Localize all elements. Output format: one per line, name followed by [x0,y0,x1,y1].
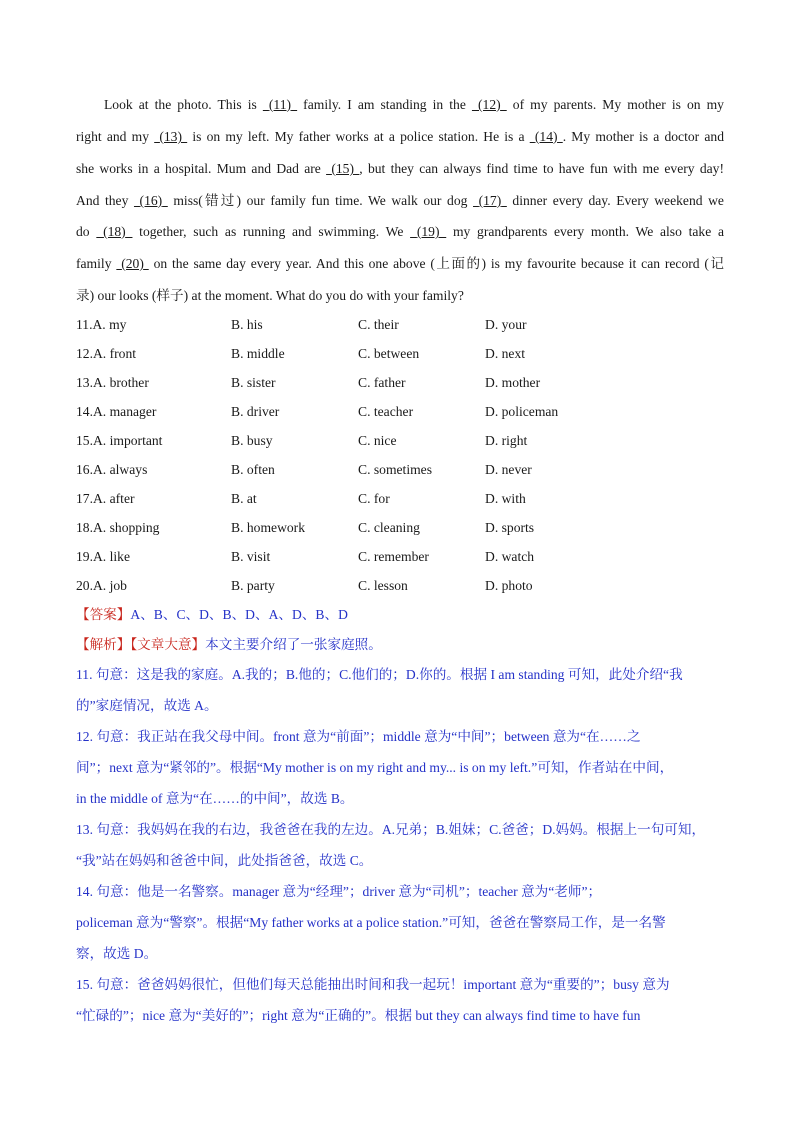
option-c: C. father [358,375,406,390]
blank-12: (12) [478,97,501,112]
explanation-line: 11. 句意：这是我的家庭。A.我的；B.他的；C.他们的；D.你的。根据 I am standing 可知，此处介绍“我 [76,667,683,682]
option-b: B. party [231,578,275,593]
analysis-line [76,635,724,655]
explanation-line: 间”；next 意为“紧邻的”。根据“My mother is on my right and my... is on my left.”可知，作者站在中间， [76,760,674,775]
passage-line-2: right and my (13) is on my left. My father works at a police station. He is a (14) . My mother is a doctor and [76,129,724,144]
explanation-line: 13. 句意：我妈妈在我的右边，我爸爸在我的左边。A.兄弟；B.姐妹；C.爸爸；D.妈妈。根据上一句可知， [76,822,706,837]
option-c: C. between [358,346,420,361]
explanation-line: 察，故选 D。 [76,946,158,961]
option-c: C. cleaning [358,520,420,535]
blank-13: (13) [159,129,183,144]
option-a: 15.A. important [76,433,163,448]
answer-text: A、B、C、D、B、D、A、D、B、D [130,607,348,622]
option-c: C. lesson [358,578,408,593]
passage-line-6: family (20) on the same day every year. And this one above (上面的) is my favourite because it can record (记 [76,256,725,271]
passage-line-3: she works in a hospital. Mum and Dad are (15) , but they can always find time to have fun with me every day! [76,161,724,176]
option-b: B. at [231,491,257,506]
option-d: D. your [485,317,527,332]
explanation-line: in the middle of 意为“在……的中间”，故选 B。 [76,791,354,806]
explanation-line: “忙碌的”；nice 意为“美好的”；right 意为“正确的”。根据 but they can always find time to have fun [76,1008,641,1023]
answer-label: 【答案】 [76,607,131,622]
options-row [76,315,724,335]
passage-line-1: Look at the photo. This is (11) family. I am standing in the (12) of my parents. My mother is on my [104,97,724,112]
answer-line [76,605,724,625]
blank-17: (17) [478,193,502,208]
option-a: 16.A. always [76,462,148,477]
blank-11: (11) [268,97,292,112]
option-b: B. busy [231,433,273,448]
options-row [76,431,724,451]
option-b: B. homework [231,520,306,535]
blank-15: (15) [331,161,355,176]
blank-14: (14) [534,129,558,144]
option-c: C. teacher [358,404,414,419]
passage-line-4: And they (16) miss(错过) our family fun time. We walk our dog (17) dinner every day. Every weekend we [76,193,724,208]
option-b: B. driver [231,404,280,419]
option-c: C. remember [358,549,429,564]
option-d: D. with [485,491,526,506]
explanation-line: policeman 意为“警察”。根据“My father works at a police station.”可知，爸爸在警察局工作，是一名警 [76,915,666,930]
option-b: B. sister [231,375,276,390]
option-a: 12.A. front [76,346,137,361]
option-b: B. middle [231,346,285,361]
options-row [76,402,724,422]
blank-20: (20) [121,256,144,271]
option-d: D. right [485,433,528,448]
option-a: 17.A. after [76,491,135,506]
options-row [76,460,724,480]
explanation-line: 12. 句意：我正站在我父母中间。front 意为“前面”；middle 意为“中间”；between 意为“在……之 [76,729,641,744]
passage-line-5: do (18) together, such as running and swimming. We (19) my grandparents every month. We also take a [76,224,725,239]
options-row [76,489,724,509]
option-c: C. for [358,491,390,506]
option-c: C. sometimes [358,462,433,477]
options-row [76,518,724,538]
option-d: D. mother [485,375,541,390]
analysis-label: 【解析】 [76,637,131,652]
options-row [76,576,724,596]
option-c: C. nice [358,433,397,448]
option-a: 14.A. manager [76,404,157,419]
option-a: 13.A. brother [76,375,149,390]
blank-16: (16) [139,193,163,208]
options-row [76,547,724,567]
option-a: 20.A. job [76,578,127,593]
options-row [76,373,724,393]
summary-text: 本文主要介绍了一张家庭照。 [205,637,382,652]
option-d: D. sports [485,520,535,535]
option-d: D. next [485,346,526,361]
option-d: D. watch [485,549,535,564]
explanation-line: 14. 句意：他是一名警察。manager 意为“经理”；driver 意为“司机”；teacher 意为“老师”； [76,884,602,899]
option-a: 19.A. like [76,549,130,564]
summary-label: 【文章大意】 [130,637,206,652]
option-d: D. photo [485,578,533,593]
option-a: 18.A. shopping [76,520,160,535]
blank-19: (19) [416,224,440,239]
option-d: D. never [485,462,532,477]
explanation-line: 15. 句意：爸爸妈妈很忙，但他们每天总能抽出时间和我一起玩！important 意为“重要的”；busy 意为 [76,977,670,992]
explanation-line: 的”家庭情况，故选 A。 [76,698,218,713]
option-c: C. their [358,317,399,332]
option-a: 11.A. my [76,317,127,332]
options-row [76,344,724,364]
option-b: B. visit [231,549,271,564]
option-d: D. policeman [485,404,559,419]
blank-18: (18) [103,224,126,239]
passage-line-7: 录) our looks (样子) at the moment. What do you do with your family? [76,288,464,303]
explanation-line: “我”站在妈妈和爸爸中间，此处指爸爸，故选 C。 [76,853,373,868]
option-b: B. often [231,462,275,477]
option-b: B. his [231,317,263,332]
